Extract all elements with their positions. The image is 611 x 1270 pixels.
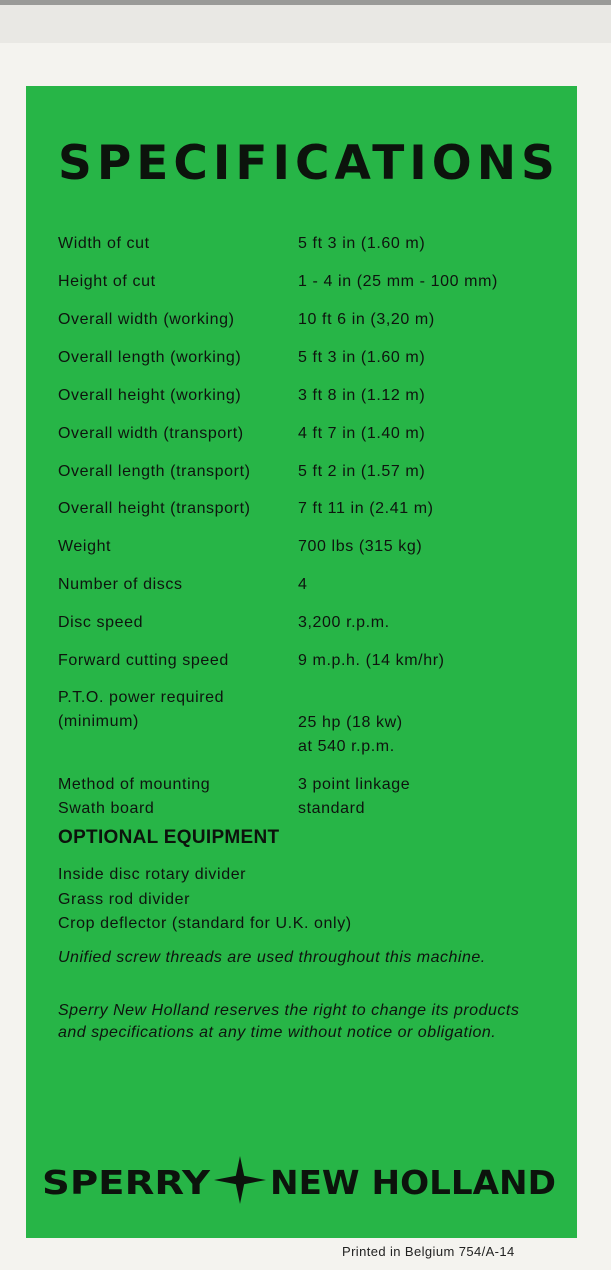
spec-value: 3 ft 8 in (1.12 m) — [298, 387, 426, 404]
spec-label: Overall height (working) — [58, 387, 242, 404]
spec-row — [0, 613, 600, 637]
spec-row — [0, 499, 600, 523]
optional-item: Inside disc rotary divider — [58, 866, 247, 883]
pto-label-line1: P.T.O. power required — [58, 689, 225, 706]
mounting-value: 3 point linkage — [298, 776, 411, 793]
spec-value: 5 ft 2 in (1.57 m) — [298, 463, 426, 480]
mounting-label: Method of mounting — [58, 776, 211, 793]
spec-label: Disc speed — [58, 614, 144, 631]
spec-label: Forward cutting speed — [58, 652, 229, 669]
optional-item: Crop deflector (standard for U.K. only) — [58, 915, 352, 932]
spec-value: 9 m.p.h. (14 km/hr) — [298, 652, 445, 669]
spec-label: Height of cut — [58, 273, 156, 290]
spec-row — [0, 575, 600, 599]
spec-row — [0, 424, 600, 448]
spec-row — [0, 272, 600, 296]
pto-value-line1: 25 hp (18 kw) — [298, 714, 403, 731]
svg-text:SPERRY: SPERRY — [42, 1163, 212, 1202]
spec-label: Overall height (transport) — [58, 500, 251, 517]
spec-label: Overall width (transport) — [58, 425, 244, 442]
spec-label: Overall length (transport) — [58, 463, 251, 480]
spec-row — [0, 537, 600, 561]
spec-label: Number of discs — [58, 576, 183, 593]
logo-cross-mark — [214, 1156, 266, 1204]
pto-value-line2: at 540 r.p.m. — [298, 738, 395, 755]
spec-row — [0, 386, 600, 410]
spec-label: Overall width (working) — [58, 311, 235, 328]
spec-value: 10 ft 6 in (3,20 m) — [298, 311, 435, 328]
print-footer: Printed in Belgium 754/A-14 — [342, 1244, 515, 1259]
swath-label: Swath board — [58, 800, 155, 817]
spec-value: 4 ft 7 in (1.40 m) — [298, 425, 426, 442]
spec-label: Width of cut — [58, 235, 150, 252]
top-paper-shade — [0, 5, 611, 43]
sperry-new-holland-logo — [40, 1152, 560, 1208]
spec-row — [0, 348, 600, 372]
spec-value: 700 lbs (315 kg) — [298, 538, 423, 555]
spec-value: 4 — [298, 576, 308, 593]
spec-row — [0, 651, 600, 675]
rights-note-line1: Sperry New Holland reserves the right to change its products — [58, 1002, 520, 1019]
spec-row — [0, 234, 600, 258]
spec-row — [0, 462, 600, 486]
spec-value: 7 ft 11 in (2.41 m) — [298, 500, 434, 517]
swath-value: standard — [298, 800, 366, 817]
spec-value: 5 ft 3 in (1.60 m) — [298, 349, 426, 366]
threads-note: Unified screw threads are used throughout this machine. — [58, 949, 486, 966]
spec-value: 3,200 r.p.m. — [298, 614, 390, 631]
spec-row — [0, 310, 600, 334]
optional-equipment-heading: OPTIONAL EQUIPMENT — [58, 827, 280, 848]
optional-item: Grass rod divider — [58, 891, 191, 908]
pto-label-line2: (minimum) — [58, 713, 139, 730]
spec-label: Weight — [58, 538, 112, 555]
rights-note-line2: and specifications at any time without notice or obligation. — [58, 1024, 497, 1041]
spec-label: Overall length (working) — [58, 349, 242, 366]
svg-text:NEW HOLLAND: NEW HOLLAND — [270, 1163, 556, 1202]
spec-value: 5 ft 3 in (1.60 m) — [298, 235, 426, 252]
spec-value: 1 - 4 in (25 mm - 100 mm) — [298, 273, 498, 290]
page-title: SPECIFICATIONS — [58, 136, 560, 191]
